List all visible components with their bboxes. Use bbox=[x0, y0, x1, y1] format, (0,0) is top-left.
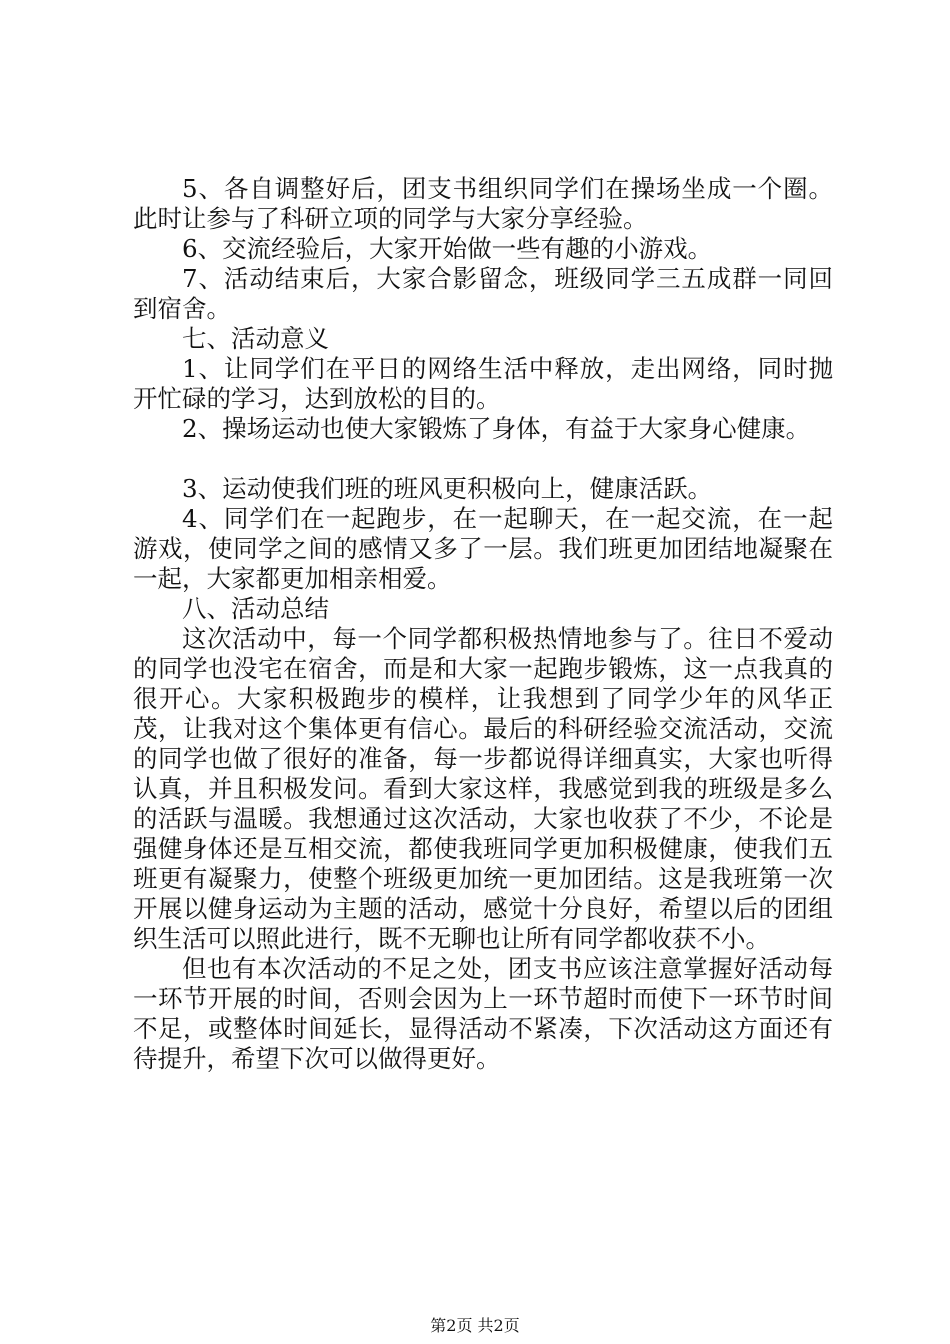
section-heading-significance: 七、活动意义 bbox=[182, 324, 329, 353]
paragraph-significance-4: 4、同学们在一起跑步，在一起聊天，在一起交流，在一起游戏，使同学之间的感情又多了一层。我们班更加团结地凝聚在一起，大家都更加相亲相爱。 bbox=[133, 504, 833, 593]
paragraph-step-6: 6、交流经验后，大家开始做一些有趣的小游戏。 bbox=[182, 234, 713, 263]
paragraph-summary-main: 这次活动中，每一个同学都积极热情地参与了。往日不爱动的同学也没宅在宿舍，而是和大家一起跑步锻炼，这一点我真的很开心。大家积极跑步的模样，让我想到了同学少年的风华正茂，让我对这个集体更有信心。最后的科研经验交流活动，交流的同学也做了很好的准备，每一步都说得详细真实，大家也听得认真，并且积极发问。看到大家这样，我感觉到我的班级是多么的活跃与温暖。我想通过这次活动，大家也收获了不少，不论是强健身体还是互相交流，都使我班同学更加积极健康，使我们五班更有凝聚力，使整个班级更加统一更加团结。这是我班第一次开展以健身运动为主题的活动，感觉十分良好，希望以后的团组织生活可以照此进行，既不无聊也让所有同学都收获不小。 bbox=[133, 624, 833, 953]
paragraph-step-7: 7、活动结束后，大家合影留念，班级同学三五成群一同回到宿舍。 bbox=[133, 264, 833, 323]
paragraph-significance-1: 1、让同学们在平日的网络生活中释放，走出网络，同时抛开忙碌的学习，达到放松的目的。 bbox=[133, 354, 833, 413]
paragraph-step-5: 5、各自调整好后，团支书组织同学们在操场坐成一个圈。此时让参与了科研立项的同学与大家分享经验。 bbox=[133, 174, 833, 233]
document-body bbox=[133, 174, 833, 1074]
paragraph-spacer bbox=[133, 444, 833, 474]
section-heading-summary: 八、活动总结 bbox=[182, 594, 329, 623]
page-number-footer: 第2页 共2页 bbox=[430, 1316, 520, 1335]
paragraph-summary-shortcomings: 但也有本次活动的不足之处，团支书应该注意掌握好活动每一环节开展的时间，否则会因为上一环节超时而使下一环节时间不足，或整体时间延长，显得活动不紧凑，下次活动这方面还有待提升，希望下次可以做得更好。 bbox=[133, 954, 833, 1073]
paragraph-significance-3: 3、运动使我们班的班风更积极向上，健康活跃。 bbox=[182, 474, 713, 503]
paragraph-significance-2: 2、操场运动也使大家锻炼了身体，有益于大家身心健康。 bbox=[182, 414, 811, 443]
